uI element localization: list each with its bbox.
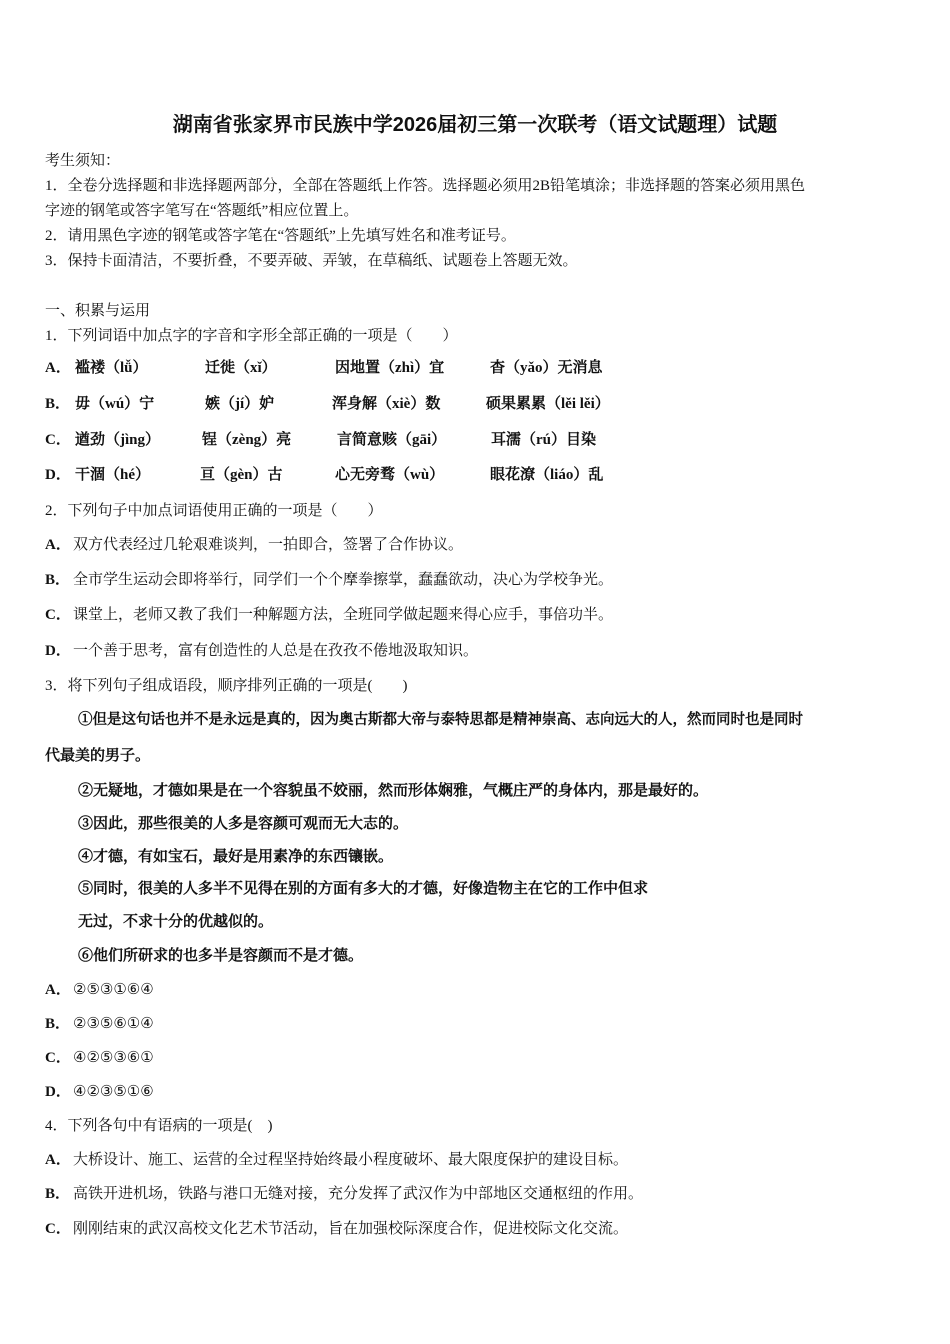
option-text: 一个善于思考，富有创造性的人总是在孜孜不倦地汲取知识。 [73, 643, 479, 659]
option-text: ②③⑤⑥①④ [73, 1016, 154, 1032]
option-label: D． [45, 1084, 71, 1100]
option-label: C． [45, 432, 71, 448]
option-text: 双方代表经过几轮艰难谈判，一拍即合，签署了合作协议。 [73, 537, 464, 553]
option-term: 眼花潦（liáo）乱 [490, 467, 604, 483]
question-4-option-a [45, 1150, 628, 1170]
question-1-option-b [45, 394, 905, 414]
question-2-stem: 2．下列句子中加点词语使用正确的一项是（ ） [45, 503, 383, 519]
option-term: 干涸（hé） [75, 467, 151, 483]
option-label: C． [45, 1050, 71, 1066]
option-text: 大桥设计、施工、运营的全过程坚持始终最小程度破坏、最大限度保护的建设目标。 [73, 1152, 629, 1168]
passage-sentence: ①但是这句话也并不是永远是真的，因为奥古斯都大帝与泰特思都是精神崇高、志向远大的人，然而同时也是同时 [78, 712, 803, 728]
passage-sentence: 无过，不求十分的优越似的。 [78, 914, 274, 930]
option-term: 因地置（zhì）宜 [335, 360, 445, 376]
question-1-option-c [45, 430, 905, 450]
option-term: 亘（gèn）古 [200, 467, 283, 483]
option-term: 锃（zèng）亮 [202, 432, 292, 448]
option-label: B． [45, 572, 71, 588]
option-term: 毋（wú）宁 [75, 396, 155, 412]
option-term: 遒劲（jìng） [75, 432, 161, 448]
option-text: ④②③⑤①⑥ [73, 1084, 154, 1100]
section-heading: 一、积累与运用 [45, 303, 151, 319]
passage-sentence: ⑥他们所研求的也多半是容颜而不是才德。 [78, 948, 364, 964]
option-label: B． [45, 1186, 71, 1202]
option-label: C． [45, 607, 71, 623]
option-term: 心无旁骛（wù） [335, 467, 445, 483]
notice-item: 字迹的钢笔或答字笔写在“答题纸”相应位置上。 [45, 203, 359, 219]
notice-item: 3．保持卡面清洁，不要折叠，不要弄破、弄皱，在草稿纸、试题卷上答题无效。 [45, 253, 578, 269]
question-3-option-c [45, 1048, 154, 1068]
option-text: ④②⑤③⑥① [73, 1050, 154, 1066]
option-label: A． [45, 360, 71, 376]
question-3-option-d [45, 1082, 154, 1102]
notice-heading: 考生须知： [45, 153, 121, 169]
option-label: A． [45, 1152, 71, 1168]
notice-item: 2．请用黑色字迹的钢笔或答字笔在“答题纸”上先填写姓名和准考证号。 [45, 228, 516, 244]
option-text: 全市学生运动会即将举行，同学们一个个摩拳擦掌，蠢蠢欲动，决心为学校争光。 [73, 572, 614, 588]
option-text: 高铁开进机场，铁路与港口无缝对接，充分发挥了武汉作为中部地区交通枢纽的作用。 [73, 1186, 644, 1202]
option-term: 褴褛（lǚ） [75, 360, 148, 376]
option-text: 刚刚结束的武汉高校文化艺术节活动，旨在加强校际深度合作，促进校际文化交流。 [73, 1221, 629, 1237]
question-1-option-d [45, 465, 905, 485]
option-term: 硕果累累（lěi lěi） [486, 396, 610, 412]
passage-sentence: ②无疑地，才德如果是在一个容貌虽不姣丽，然而形体娴雅，气概庄严的身体内，那是最好的。 [78, 783, 709, 799]
option-term: 嫉（jí）妒 [205, 396, 275, 412]
option-term: 浑身解（xiè）数 [332, 396, 441, 412]
passage-sentence: ③因此，那些很美的人多是容颜可观而无大志的。 [78, 816, 409, 832]
option-label: B． [45, 396, 71, 412]
question-3-option-b [45, 1014, 154, 1034]
question-4-option-c [45, 1219, 628, 1239]
question-3-stem: 3．将下列句子组成语段，顺序排列正确的一项是( ) [45, 678, 408, 694]
question-2-option-b [45, 570, 613, 590]
passage-sentence: ⑤同时，很美的人多半不见得在别的方面有多大的才德，好像造物主在它的工作中但求 [78, 881, 649, 897]
option-term: 耳濡（rú）目染 [491, 432, 597, 448]
passage-sentence: 代最美的男子。 [45, 748, 151, 764]
option-label: A． [45, 982, 71, 998]
question-1-stem: 1．下列词语中加点字的字音和字形全部正确的一项是（ ） [45, 328, 458, 344]
notice-item: 1．全卷分选择题和非选择题两部分，全部在答题纸上作答。选择题必须用2B铅笔填涂；非选择题的答案必须用黑色 [45, 178, 806, 194]
question-2-option-d [45, 641, 478, 661]
option-label: B． [45, 1016, 71, 1032]
option-term: 迁徙（xǐ） [205, 360, 277, 376]
question-2-option-c [45, 605, 613, 625]
option-text: 课堂上，老师又教了我们一种解题方法，全班同学做起题来得心应手，事倍功半。 [73, 607, 614, 623]
option-text: ②⑤③①⑥④ [73, 982, 154, 998]
option-term: 杳（yǎo）无消息 [490, 360, 603, 376]
question-1-option-a [45, 358, 905, 378]
option-label: D． [45, 467, 71, 483]
option-label: D． [45, 643, 71, 659]
passage-sentence: ④才德，有如宝石，最好是用素净的东西镶嵌。 [78, 849, 394, 865]
question-4-option-b [45, 1184, 643, 1204]
question-4-stem: 4．下列各句中有语病的一项是( ) [45, 1118, 273, 1134]
option-label: A． [45, 537, 71, 553]
question-3-option-a [45, 980, 154, 1000]
option-term: 言简意赅（gāi） [337, 432, 447, 448]
question-2-option-a [45, 535, 463, 555]
page-title: 湖南省张家界市民族中学2026届初三第一次联考（语文试题理）试题 [172, 114, 778, 136]
option-label: C． [45, 1221, 71, 1237]
